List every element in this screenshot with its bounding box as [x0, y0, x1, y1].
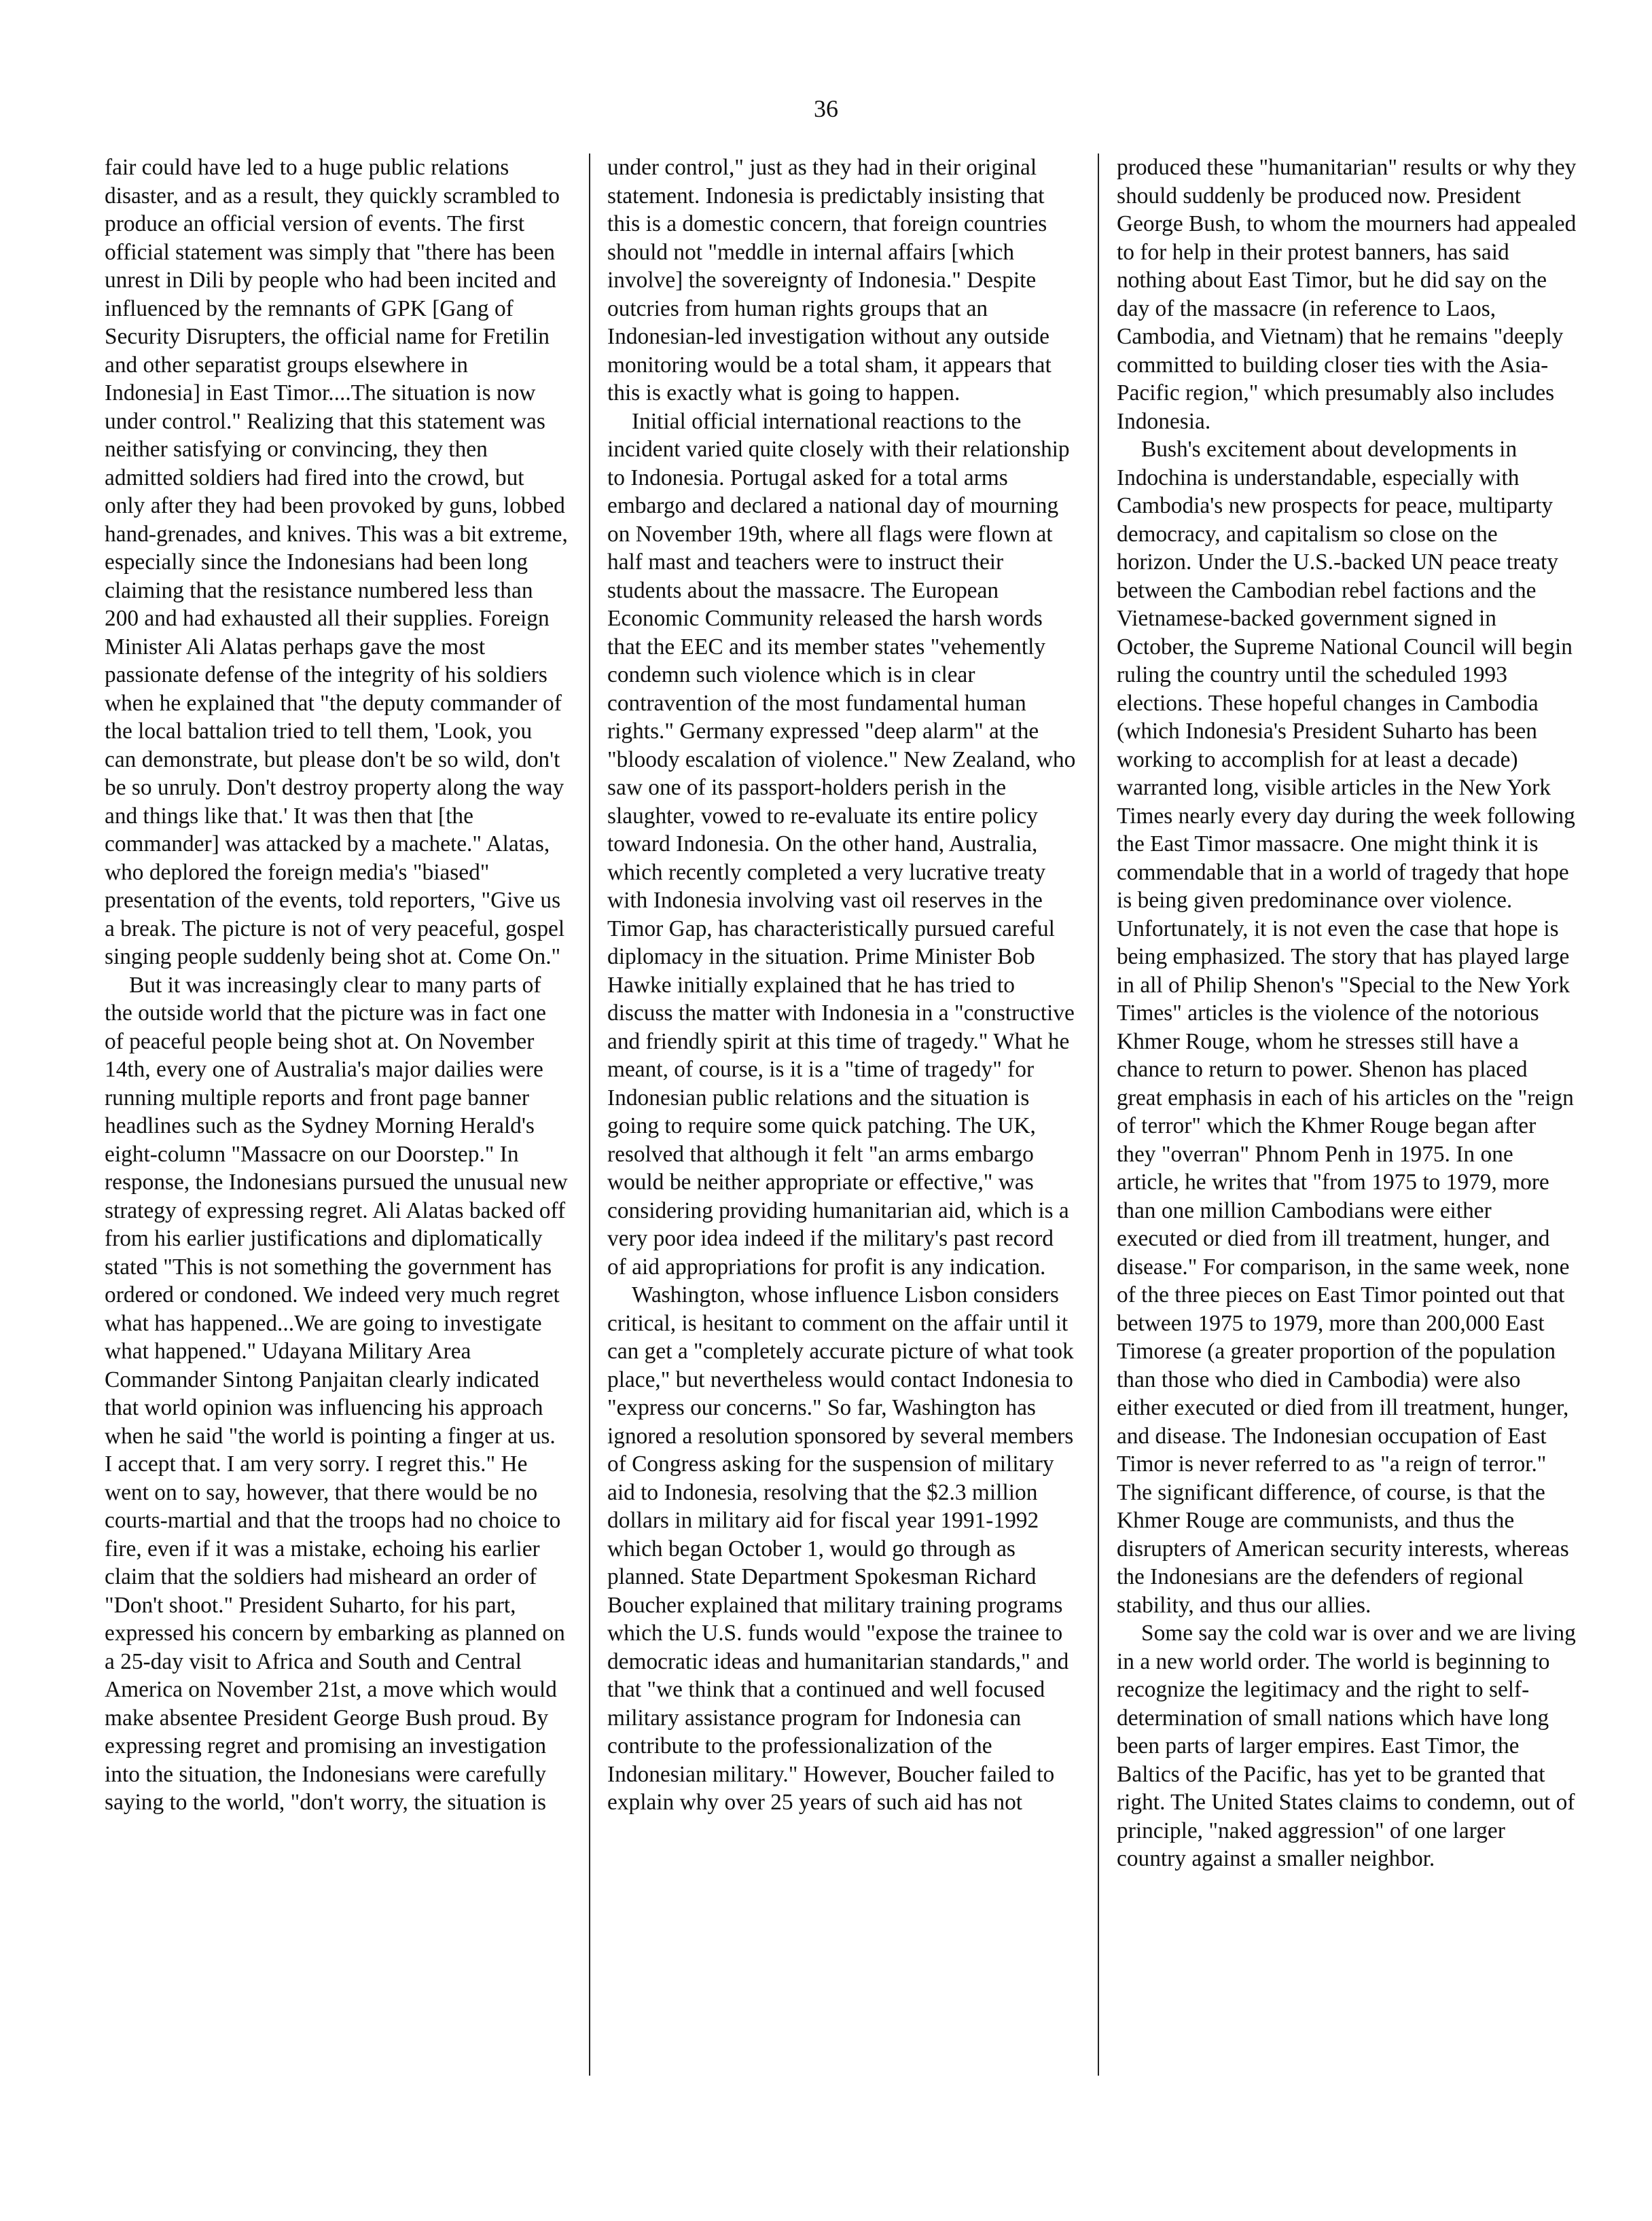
text-column-left [105, 154, 568, 2116]
paragraph: fair could have led to a huge public relations disaster, and as a result, they quickly scrambled to produce an official version of events. The first official statement was simply that "there has been unrest in Dili by people who had been incited and influenced by the remnants of GPK [Gang of Security Disrupters, the official name for Fretilin and other separatist groups elsewhere in Indonesia] in East Timor....The situation is now under control." Realizing that this statement was neither satisfying or convincing, they then admitted soldiers had fired into the crowd, but only after they had been provoked by guns, lobbed hand-grenades, and knives. This was a bit extreme, especially since the Indonesians had been long claiming that the resistance numbered less than 200 and had exhausted all their supplies. Foreign Minister Ali Alatas perhaps gave the most passionate defense of the integrity of his soldiers when he explained that "the deputy commander of the local battalion tried to tell them, 'Look, you can demonstrate, but please don't be so wild, don't be so unruly. Don't destroy property along the way and things like that.' It was then that [the commander] was attacked by a machete." Alatas, who deplored the foreign media's "biased" presentation of the events, told reporters, "Give us a break. The picture is not of very peaceful, gospel singing people suddenly being shot at. Come On." [105, 155, 568, 969]
paragraph: produced these "humanitarian" results or why they should suddenly be produced now. President George Bush, to whom the mourners had appealed to for help in their protest banners, has said nothing about East Timor, but he did say on the day of the massacre (in reference to Laos, Cambodia, and Vietnam) that he remains "deeply committed to building closer ties with the Asia-Pacific region," which presumably also includes Indonesia. [1117, 155, 1577, 434]
column-divider-right [1098, 154, 1099, 2076]
column-divider-left [589, 154, 590, 2076]
page-number: 36 [814, 95, 838, 122]
text-column-right [1117, 154, 1577, 2116]
paragraph: Some say the cold war is over and we are living in a new world order. The world is beginning to recognize the legitimacy and the right to self-determination of small nations which have long been parts of larger empires. East Timor, the Baltics of the Pacific, has yet to be granted that right. The United States claims to condemn, out of principle, "naked aggression" of one larger country against a smaller neighbor. [1117, 1621, 1576, 1871]
paragraph: Washington, whose influence Lisbon considers critical, is hesitant to comment on the affair until it can get a "completely accurate picture of what took place," but nevertheless would contact Indonesia to "express our concerns." So far, Washington has ignored a resolution sponsored by several members of Congress asking for the suspension of military aid to Indonesia, resolving that the $2.3 million dollars in military aid for fiscal year 1991-1992 which began October 1, would go through as planned. State Department Spokesman Richard Boucher explained that military training programs which the U.S. funds would "expose the trainee to democratic ideas and humanitarian standards," and that "we think that a continued and well focused military assistance program for Indonesia can contribute to the professionalization of the Indonesian military." However, Boucher failed to explain why over 25 years of such aid has not [607, 1282, 1074, 1815]
paragraph: Bush's excitement about developments in Indochina is understandable, especially with Cambodia's new prospects for peace, multiparty democracy, and capitalism so close on the horizon. Under the U.S.-backed UN peace treaty between the Cambodian rebel factions and the Vietnamese-backed government signed in October, the Supreme National Council will begin ruling the country until the scheduled 1993 elections. These hopeful changes in Cambodia (which Indonesia's President Suharto has been working to accomplish for at least a decade) warranted long, visible articles in the New York Times nearly every day during the week following the East Timor massacre. One might think it is commendable that in a world of tragedy that hope is being given predominance over violence. Unfortunately, it is not even the case that hope is being emphasized. The story that has played large in all of Philip Shenon's "Special to the New York Times" articles is the violence of the notorious Khmer Rouge, whom he stresses still have a chance to return to power. Shenon has placed great emphasis in each of his articles on the "reign of terror" which the Khmer Rouge began after they "overran" Phnom Penh in 1975. In one article, he writes that "from 1975 to 1979, more than one million Cambodians were either executed or died from ill treatment, hunger, and disease." For comparison, in the same week, none of the three pieces on East Timor pointed out that between 1975 to 1979, more than 200,000 East Timorese (a greater proportion of the population than those who died in Cambodia) were also either executed or died from ill treatment, hunger, and disease. The Indonesian occupation of East Timor is never referred to as "a reign of terror." The significant difference, of course, is that the Khmer Rouge are communists, and thus the disrupters of American security interests, whereas the Indonesians are the defenders of regional stability, and thus our allies. [1117, 437, 1575, 1618]
paragraph: But it was increasingly clear to many parts of the outside world that the picture was in fact one of peaceful people being shot at. On November 14th, every one of Australia's major dailies were running multiple reports and front page banner headlines such as the Sydney Morning Herald's eight-column "Massacre on our Doorstep." In response, the Indonesians pursued the unusual new strategy of expressing regret. Ali Alatas backed off from his earlier justifications and diplomatically stated "This is not something the government has ordered or condoned. We indeed very much regret what has happened...We are going to investigate what happened." Udayana Military Area Commander Sintong Panjaitan clearly indicated that world opinion was influencing his approach when he said "the world is pointing a finger at us. I accept that. I am very sorry. I regret this." He went on to say, however, that there would be no courts-martial and that the troops had no choice to fire, even if it was a mistake, echoing his earlier claim that the soldiers had misheard an order of "Don't shoot." President Suharto, for his part, expressed his concern by embarking as planned on a 25-day visit to Africa and South and Central America on November 21st, a move which would make absentee President George Bush proud. By expressing regret and promising an investigation into the situation, the Indonesians were carefully saying to the world, "don't worry, the situation is [105, 972, 568, 1815]
paragraph: Initial official international reactions to the incident varied quite closely with their relationship to Indonesia. Portugal asked for a total arms embargo and declared a national day of mourning on November 19th, where all flags were flown at half mast and teachers were to instruct their students about the massacre. The European Economic Community released the harsh words that the EEC and its member states "vehemently condemn such violence which is in clear contravention of the most fundamental human rights." Germany expressed "deep alarm" at the "bloody escalation of violence." New Zealand, who saw one of its passport-holders perish in the slaughter, vowed to re-evaluate its entire policy toward Indonesia. On the other hand, Australia, which recently completed a very lucrative treaty with Indonesia involving vast oil reserves in the Timor Gap, has characteristically pursued careful diplomacy in the situation. Prime Minister Bob Hawke initially explained that he has tried to discuss the matter with Indonesia in a "constructive and friendly spirit at this time of tragedy." What he meant, of course, is it is a "time of tragedy" for Indonesian public relations and the situation is going to require some quick patching. The UK, resolved that although it felt "an arms embargo would be neither appropriate or effective," was considering providing humanitarian aid, which is a very poor idea indeed if the military's past record of aid appropriations for profit is any indication. [607, 408, 1076, 1280]
text-column-middle [607, 154, 1077, 2116]
paragraph: under control," just as they had in their original statement. Indonesia is predictably insisting that this is a domestic concern, that foreign countries should not "meddle in internal affairs [which involve] the sovereignty of Indonesia." Despite outcries from human rights groups that an Indonesian-led investigation without any outside monitoring would be a total sham, it appears that this is exactly what is going to happen. [607, 155, 1052, 405]
